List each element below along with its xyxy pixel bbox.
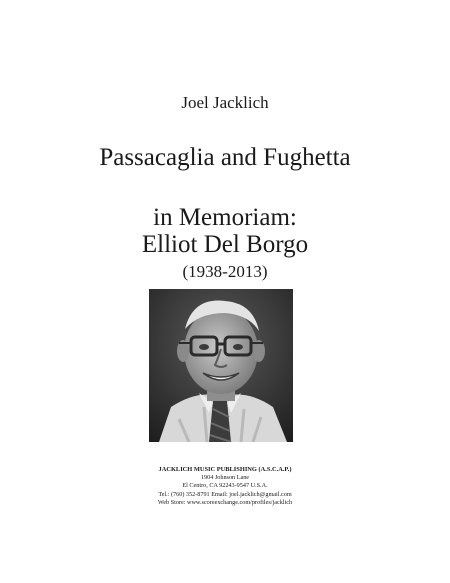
publisher-web-store: Web Store: www.scoreexchange.com/profiles/jacklich [157, 498, 293, 506]
portrait-image [149, 289, 293, 442]
publisher-name: JACKLICH MUSIC PUBLISHING (A.S.C.A.P.) [158, 466, 292, 473]
dedication-dates: (1938-2013) [182, 262, 268, 281]
portrait-photo [149, 289, 293, 442]
piece-title: Passacaglia and Fughetta [99, 144, 351, 171]
publisher-contact: Tel.: (760) 352-8791 Email: joel.jacklich@gmail.com [158, 490, 292, 498]
publisher-address-2: El Centro, CA 92243-9547 U.S.A. [182, 482, 268, 490]
dedication-line-2: Elliot Del Borgo [141, 231, 309, 258]
composer-name: Joel Jacklich [181, 93, 269, 112]
publisher-address-1: 1904 Johnson Lane [200, 474, 250, 482]
publisher-block [0, 466, 450, 507]
dedication-line-1: in Memoriam: [153, 204, 297, 231]
